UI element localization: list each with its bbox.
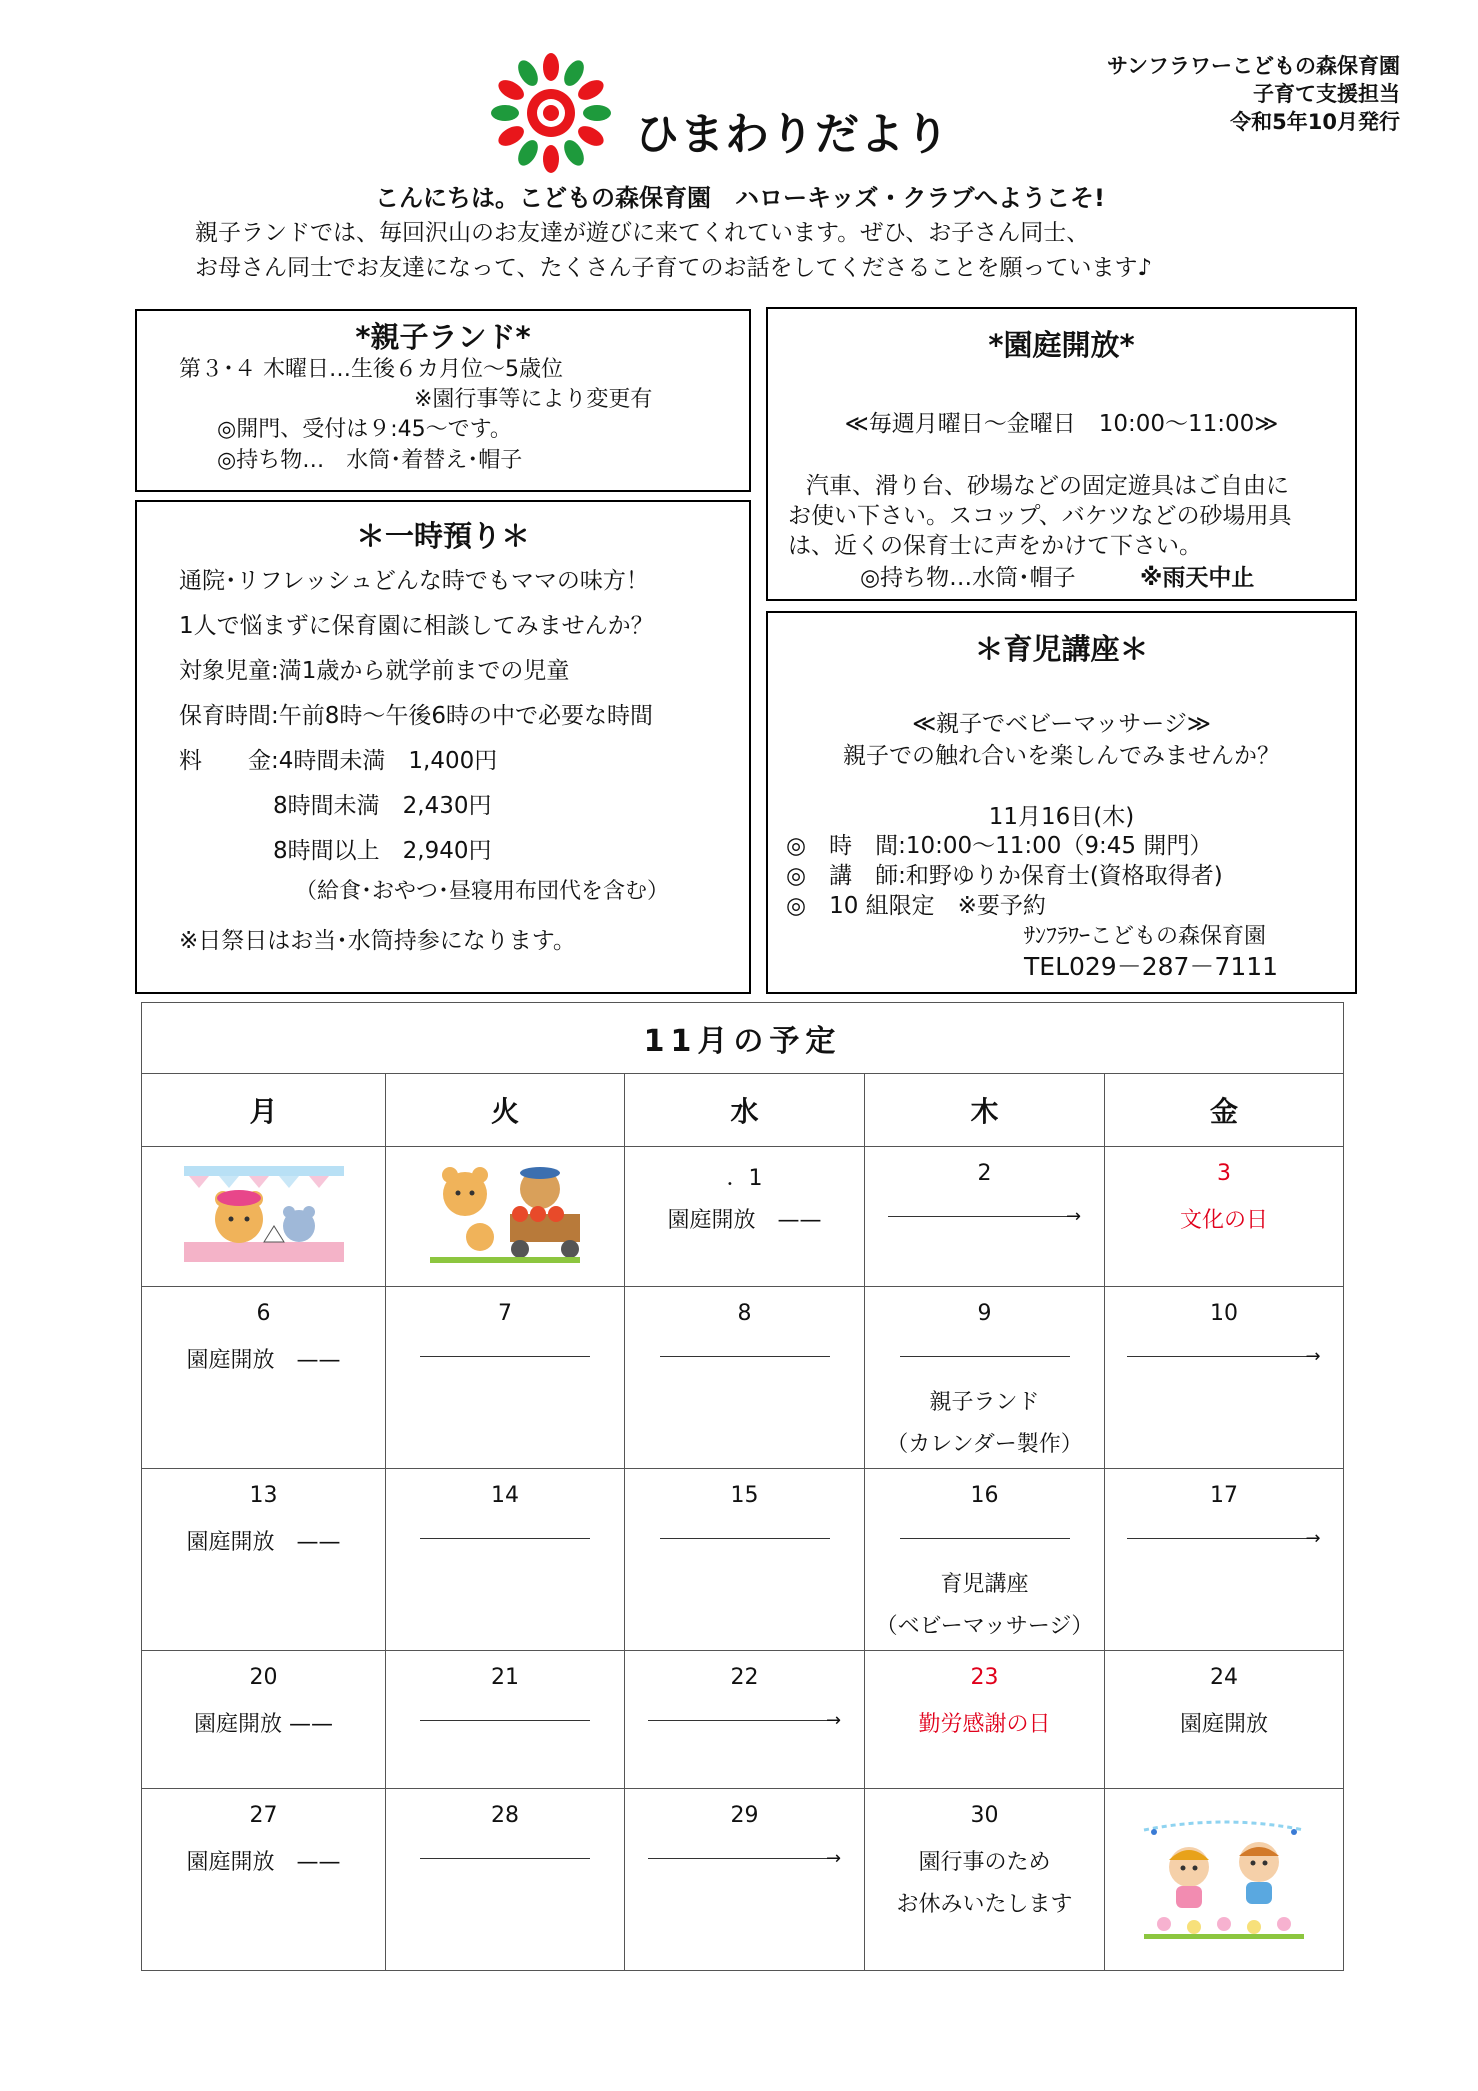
calendar-day-cell [142, 1789, 386, 1971]
calendar-day-cell [1105, 1789, 1344, 1971]
sunflower-logo-icon [488, 50, 614, 176]
day-number: 27 [249, 1803, 278, 1828]
kids-flowers-illustration-icon [1105, 1812, 1343, 1948]
entei-line: 汽車、滑り台、砂場などの固定遊具はご自由に [806, 473, 1289, 499]
ichiji-line: ※日祭日はお当･水筒持参になります。 [179, 928, 576, 954]
calendar-day-cell [865, 1651, 1105, 1789]
event-label: 園庭開放 —— [186, 1530, 341, 1555]
org-dept: 子育て支援担当 [1253, 82, 1400, 106]
calendar-table [141, 1002, 1344, 1971]
ichiji-title: ＊一時預り＊ [355, 519, 530, 553]
oyako-land-line: ◎開門、受付は９:45～です。 [217, 417, 512, 442]
day-header-wed: 水 [625, 1074, 865, 1147]
calendar-day-cell [1105, 1469, 1344, 1651]
ikuji-date: 11月16日(木) [988, 804, 1135, 830]
continuation-arrow-icon: → [1105, 1343, 1343, 1375]
ichiji-line: 通院･リフレッシュどんな時でもママの味方！ [179, 568, 649, 594]
calendar-week-row [142, 1651, 1344, 1789]
calendar-week-row [142, 1789, 1344, 1971]
org-info [1107, 52, 1400, 136]
event-label: 園庭開放 —— [194, 1712, 333, 1737]
day-number: 15 [730, 1483, 759, 1508]
event-label: 園行事のため [918, 1850, 1051, 1875]
day-header-fri: 金 [1105, 1074, 1344, 1147]
continuation-arrow-icon: → [865, 1203, 1104, 1235]
day-header-mon: 月 [142, 1074, 386, 1147]
bears-picnic-illustration-icon [142, 1164, 385, 1270]
intro-line: 親子ランドでは、毎回沢山のお友達が遊びに来てくれています。ぜひ、お子さん同士、 [195, 220, 1090, 246]
event-label: 園庭開放 —— [186, 1348, 341, 1373]
entei-rain: ※雨天中止 [1140, 565, 1255, 591]
event-label: 園庭開放 —— [186, 1850, 341, 1875]
continuation-line [386, 1343, 624, 1375]
day-number: 21 [491, 1665, 519, 1690]
ichiji-line: 8時間未満 2,430円 [273, 793, 492, 819]
entei-box [766, 307, 1357, 601]
ikuji-line: ◎ 時 間:10:00～11:00（9:45 開門） [786, 833, 1213, 859]
bears-cart-illustration-icon [386, 1159, 624, 1275]
calendar-day-cell [386, 1287, 625, 1469]
day-number: 30 [970, 1803, 999, 1828]
calendar-day-cell [625, 1789, 865, 1971]
ikuji-line: ◎ 10 組限定 ※要予約 [786, 893, 1046, 919]
calendar-week-row [142, 1287, 1344, 1469]
oyako-land-line: ※園行事等により変更有 [414, 387, 653, 412]
calendar-day-cell [625, 1287, 865, 1469]
calendar-day-cell [142, 1469, 386, 1651]
oyako-land-line: ◎持ち物… 水筒･着替え･帽子 [217, 448, 523, 473]
day-number: 13 [249, 1483, 278, 1508]
calendar-title: 11月の予定 [142, 1003, 1344, 1074]
continuation-line [625, 1525, 864, 1557]
calendar-day-cell [386, 1651, 625, 1789]
oyako-land-title: *親子ランド* [355, 320, 531, 354]
day-number: 17 [1210, 1483, 1238, 1508]
continuation-line [865, 1343, 1104, 1375]
continuation-line [625, 1343, 864, 1375]
calendar-day-cell [625, 1651, 865, 1789]
calendar-week-row [142, 1469, 1344, 1651]
calendar-day-cell [1105, 1287, 1344, 1469]
entei-line: お使い下さい。スコップ、バケツなどの砂場用具 [788, 503, 1292, 529]
day-number: 22 [730, 1665, 759, 1690]
ikuji-tel: TEL029－287－7111 [1024, 952, 1279, 981]
issue-date: 令和5年10月発行 [1230, 110, 1400, 134]
day-number: 2 [977, 1161, 992, 1186]
calendar-day-cell [386, 1469, 625, 1651]
calendar-day-cell [625, 1147, 865, 1287]
ikuji-title: ＊育児講座＊ [974, 632, 1149, 666]
day-number: 8 [737, 1301, 752, 1326]
calendar-day-cell [386, 1147, 625, 1287]
calendar-day-cell [142, 1147, 386, 1287]
ikuji-line: ◎ 講 師:和野ゆりか保育士(資格取得者) [786, 863, 1223, 889]
calendar-day-cell [1105, 1147, 1344, 1287]
continuation-line [386, 1707, 624, 1739]
day-number: 3 [1217, 1161, 1231, 1186]
day-number: 24 [1210, 1665, 1238, 1690]
event-label: 育児講座 [940, 1572, 1029, 1597]
day-number: 29 [730, 1803, 759, 1828]
ichiji-line: 料 金:4時間未満 1,400円 [179, 748, 498, 774]
calendar-day-cell [865, 1789, 1105, 1971]
entei-title: *園庭開放* [988, 328, 1135, 362]
day-number: 16 [970, 1483, 999, 1508]
ichiji-line: 1人で悩まずに保育園に相談してみませんか？ [179, 613, 654, 639]
ichiji-line: 8時間以上 2,940円 [273, 838, 492, 864]
continuation-arrow-icon: → [625, 1845, 864, 1877]
continuation-arrow-icon: → [625, 1707, 864, 1739]
day-header-thu: 木 [865, 1074, 1105, 1147]
ikuji-subtitle: ≪親子でベビーマッサージ≫ [912, 711, 1211, 737]
ichiji-line: （給食･おやつ･昼寝用布団代を含む） [295, 879, 670, 904]
day-number: 6 [256, 1301, 271, 1326]
calendar-week-row [142, 1147, 1344, 1287]
day-number: 10 [1210, 1301, 1238, 1326]
day-number: 9 [977, 1301, 992, 1326]
intro-line: お母さん同士でお友達になって、たくさん子育てのお話をしてくださることを願っています♪ [195, 255, 1153, 281]
intro-text [195, 216, 1152, 286]
newsletter-title: ひまわりだより [635, 109, 950, 160]
event-label: お休みいたします [896, 1892, 1073, 1917]
ichiji-line: 対象児童:満1歳から就学前までの児童 [179, 658, 570, 684]
calendar-day-cell [625, 1469, 865, 1651]
day-number: 14 [491, 1483, 519, 1508]
entei-items: ◎持ち物…水筒･帽子 [860, 565, 1076, 591]
ikuji-desc: 親子での触れ合いを楽しんでみませんか？ [843, 743, 1280, 769]
entei-line: は、近くの保育士に声をかけて下さい。 [788, 533, 1202, 559]
entei-schedule: ≪毎週月曜日～金曜日 10:00～11:00≫ [844, 411, 1279, 437]
calendar-day-cell [865, 1147, 1105, 1287]
calendar-day-cell [865, 1469, 1105, 1651]
continuation-line [386, 1525, 624, 1557]
continuation-line [865, 1525, 1104, 1557]
ikuji-org: ｻﾝﾌﾗﾜｰこどもの森保育園 [1024, 924, 1267, 949]
continuation-line [386, 1845, 624, 1877]
day-number: 7 [498, 1301, 512, 1326]
event-label: 園庭開放 —— [667, 1208, 822, 1233]
day-number: ．1 [726, 1166, 763, 1191]
ikuji-box [766, 611, 1357, 994]
oyako-land-box [135, 309, 751, 492]
org-name: サンフラワーこどもの森保育園 [1107, 54, 1400, 78]
calendar-day-cell [386, 1789, 625, 1971]
day-number: 23 [970, 1665, 999, 1690]
event-label: 園庭開放 [1179, 1712, 1268, 1737]
day-header-tue: 火 [386, 1074, 625, 1147]
event-label: 親子ランド [929, 1390, 1040, 1415]
calendar-day-cell [142, 1651, 386, 1789]
ichiji-line: 保育時間:午前8時～午後6時の中で必要な時間 [179, 703, 654, 729]
event-label: 勤労感謝の日 [918, 1712, 1051, 1737]
ichiji-box [135, 500, 751, 994]
greeting: こんにちは。こどもの森保育園 ハローキッズ・クラブへようこそ! [375, 184, 1105, 212]
calendar-day-cell [142, 1287, 386, 1469]
calendar-day-cell [865, 1287, 1105, 1469]
event-label: 文化の日 [1179, 1208, 1268, 1233]
day-number: 20 [249, 1665, 278, 1690]
oyako-land-line: 第３･４ 木曜日…生後６カ月位～5歳位 [179, 357, 563, 382]
day-number: 28 [491, 1803, 519, 1828]
event-label: （カレンダー製作） [886, 1432, 1083, 1457]
calendar-day-cell [1105, 1651, 1344, 1789]
continuation-arrow-icon: → [1105, 1525, 1343, 1557]
event-label: （ベビーマッサージ） [875, 1614, 1094, 1639]
